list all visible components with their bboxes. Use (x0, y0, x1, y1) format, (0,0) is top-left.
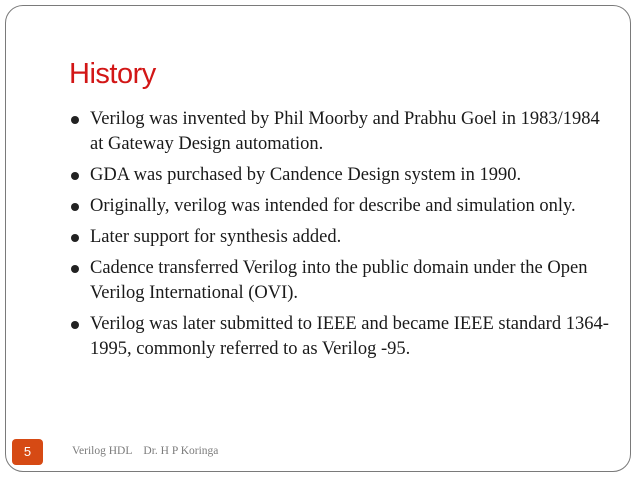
page-number-badge: 5 (12, 439, 43, 465)
bullet-item (70, 256, 615, 306)
bullet-dot-icon (71, 116, 79, 124)
bullet-item (70, 107, 615, 157)
bullet-item (70, 163, 615, 188)
bullet-dot-icon (71, 234, 79, 242)
bullet-dot-icon (71, 321, 79, 329)
slide-title: History (69, 58, 156, 90)
bullet-item (70, 225, 615, 250)
bullet-text: Verilog was later submitted to IEEE and became IEEE standard 1364-1995, commonly referred to as Verilog -95. (90, 314, 609, 359)
bullet-item (70, 194, 615, 219)
bullet-dot-icon (71, 265, 79, 273)
bullet-text: Later support for synthesis added. (90, 227, 342, 247)
bullet-item (70, 312, 615, 362)
bullet-text: GDA was purchased by Candence Design system in 1990. (90, 165, 522, 185)
bullet-text: Cadence transferred Verilog into the public domain under the Open Verilog International (OVI). (90, 258, 588, 303)
bullet-dot-icon (71, 203, 79, 211)
bullet-text: Verilog was invented by Phil Moorby and Prabhu Goel in 1983/1984 at Gateway Design automation. (90, 109, 600, 154)
bullet-dot-icon (71, 172, 79, 180)
footer-text: Verilog HDL Dr. H P Koringa (72, 445, 219, 457)
bullet-text: Originally, verilog was intended for describe and simulation only. (90, 196, 576, 216)
bullet-list (70, 107, 615, 368)
